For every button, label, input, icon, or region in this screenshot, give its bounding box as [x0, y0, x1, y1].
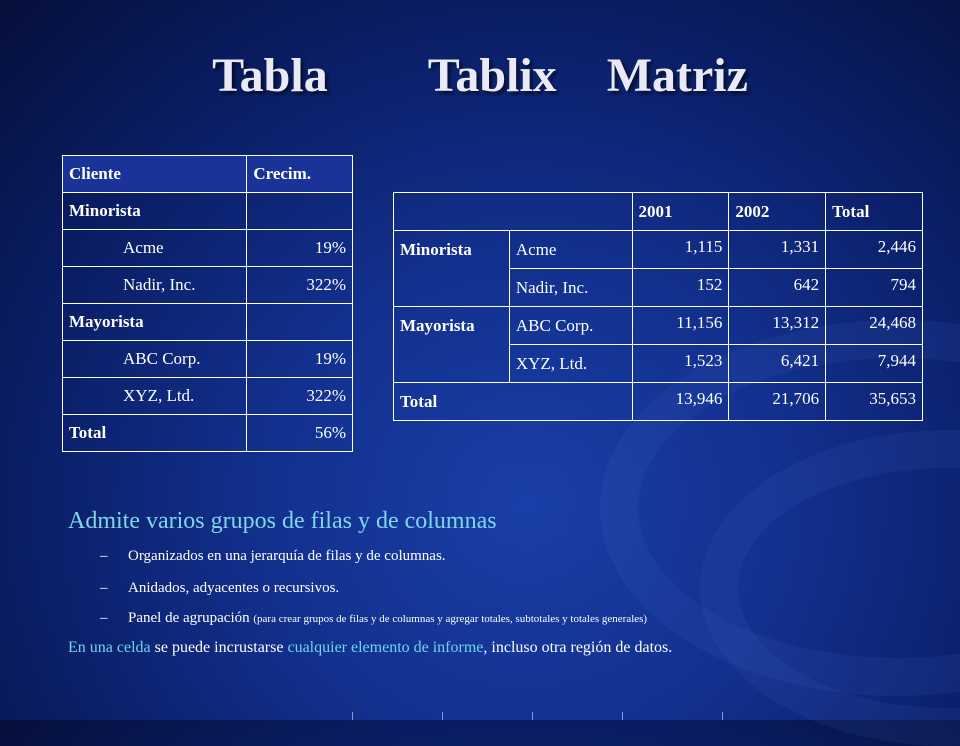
client-name: ABC Corp.	[63, 341, 247, 378]
corner-cell	[394, 193, 633, 231]
sub-bullet-text: Panel de agrupación	[128, 610, 250, 626]
cell-value: 2,446	[826, 231, 923, 269]
table-row	[63, 378, 353, 415]
client-name: XYZ, Ltd.	[509, 345, 632, 383]
group-label: Mayorista	[63, 304, 247, 341]
cell-value: 13,946	[632, 383, 729, 421]
group-label: Mayorista	[394, 307, 510, 383]
column-header: Cliente	[63, 156, 247, 193]
cell-value: 1,523	[632, 345, 729, 383]
table-row	[63, 304, 353, 341]
cell-value: 642	[729, 269, 826, 307]
column-header: Crecim.	[247, 156, 353, 193]
cell-value: 19%	[247, 230, 353, 267]
footer-text: se puede incrustarse	[150, 639, 288, 656]
title-tablix: Tablix	[427, 49, 557, 102]
sub-bullet-note: (para crear grupos de filas y de columnas y agregar totales, subtotales y totales generales)	[253, 613, 648, 625]
matrix-header-row	[394, 193, 923, 231]
client-name: Nadir, Inc.	[509, 269, 632, 307]
cell-value: 56%	[247, 415, 353, 452]
client-name: Nadir, Inc.	[63, 267, 247, 304]
bottom-tick-marks	[352, 712, 732, 720]
table-row	[63, 193, 353, 230]
cell-value: 11,156	[632, 307, 729, 345]
footer-sentence	[68, 639, 672, 657]
footer-highlight: cualquier elemento de informe	[287, 639, 484, 656]
slide-title	[0, 48, 960, 103]
client-name: XYZ, Ltd.	[63, 378, 247, 415]
cell-value	[247, 304, 353, 341]
cell-value: 794	[826, 269, 923, 307]
dash-marker: –	[100, 580, 108, 596]
dash-marker: –	[100, 610, 108, 626]
cell-value: 24,468	[826, 307, 923, 345]
cell-value: 21,706	[729, 383, 826, 421]
client-name: ABC Corp.	[509, 307, 632, 345]
cell-value: 1,115	[632, 231, 729, 269]
group-label: Minorista	[394, 231, 510, 307]
cell-value: 322%	[247, 378, 353, 415]
client-name: Acme	[509, 231, 632, 269]
table-header-row	[63, 156, 353, 193]
table-total-row	[63, 415, 353, 452]
main-bullet: Admite varios grupos de filas y de columnas	[68, 508, 497, 534]
sub-bullet-text: Anidados, adyacentes o recursivos.	[128, 580, 340, 596]
column-header: 2002	[729, 193, 826, 231]
sub-bullet	[100, 548, 446, 565]
column-header: 2001	[632, 193, 729, 231]
table-row	[63, 230, 353, 267]
footer-highlight: En una celda	[68, 639, 151, 656]
sub-bullet	[100, 610, 647, 627]
client-name: Acme	[63, 230, 247, 267]
cell-value: 19%	[247, 341, 353, 378]
group-label: Minorista	[63, 193, 247, 230]
matrix-row	[394, 307, 923, 345]
total-label: Total	[394, 383, 633, 421]
matrix-total-row	[394, 383, 923, 421]
title-matriz: Matriz	[606, 49, 748, 102]
cell-value: 13,312	[729, 307, 826, 345]
table-example	[62, 155, 353, 452]
title-tabla: Tabla	[212, 49, 328, 102]
footer-text: , incluso otra región de datos.	[483, 639, 673, 656]
table-row	[63, 341, 353, 378]
cell-value	[247, 193, 353, 230]
column-header: Total	[826, 193, 923, 231]
cell-value: 7,944	[826, 345, 923, 383]
total-label: Total	[63, 415, 247, 452]
matrix-row	[394, 231, 923, 269]
cell-value: 152	[632, 269, 729, 307]
matrix-example	[393, 192, 923, 421]
sub-bullet	[100, 580, 339, 597]
table-row	[63, 267, 353, 304]
cell-value: 322%	[247, 267, 353, 304]
sub-bullet-text: Organizados en una jerarquía de filas y de columnas.	[128, 548, 446, 564]
cell-value: 35,653	[826, 383, 923, 421]
cell-value: 6,421	[729, 345, 826, 383]
dash-marker: –	[100, 548, 108, 564]
cell-value: 1,331	[729, 231, 826, 269]
